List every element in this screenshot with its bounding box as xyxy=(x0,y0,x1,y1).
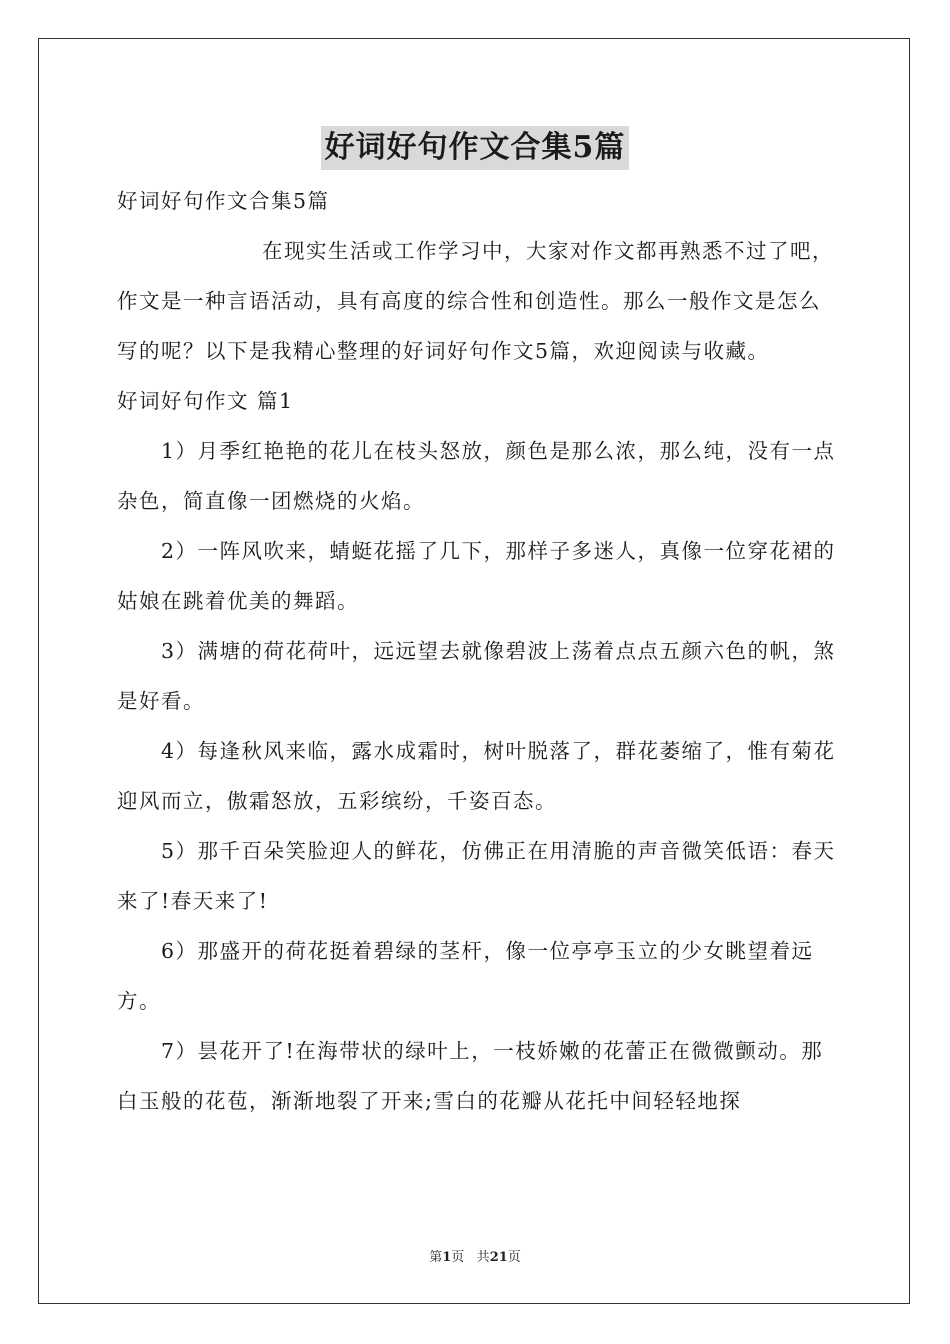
section-heading: 好词好句作文 篇1 xyxy=(117,389,294,413)
intro-paragraph: 在现实生活或工作学习中，大家对作文都再熟悉不过了吧，作文是一种言语活动，具有高度的综合性和创造性。那么一般作文是怎么写的呢？以下是我精心整理的好词好句作文5篇，欢迎阅读与收藏。 xyxy=(117,239,834,363)
list-item: 3）满塘的荷花荷叶，远远望去就像碧波上荡着点点五颜六色的帆，煞是好看。 xyxy=(117,639,836,713)
total-unit: 页 xyxy=(507,1250,521,1265)
list-item: 2）一阵风吹来，蜻蜓花摇了几下，那样子多迷人，真像一位穿花裙的姑娘在跳着优美的舞蹈。 xyxy=(117,539,836,613)
document-body xyxy=(117,176,842,1126)
total-prefix: 共 xyxy=(476,1250,490,1265)
list-item: 1）月季红艳艳的花儿在枝头怒放，颜色是那么浓，那么纯，没有一点杂色，简直像一团燃烧的火焰。 xyxy=(117,439,836,513)
document-title: 好词好句作文合集5篇 xyxy=(321,126,630,170)
list-item: 6）那盛开的荷花挺着碧绿的茎杆，像一位亭亭玉立的少女眺望着远方。 xyxy=(117,939,814,1013)
page-footer xyxy=(0,1246,950,1265)
document-subtitle: 好词好句作文合集5篇 xyxy=(117,189,330,213)
total-pages: 21 xyxy=(489,1250,508,1265)
page-number: 1 xyxy=(442,1250,452,1265)
page-unit: 页 xyxy=(451,1250,465,1265)
title-area xyxy=(0,126,950,170)
list-item: 4）每逢秋风来临，露水成霜时，树叶脱落了，群花萎缩了，惟有菊花迎风而立，傲霜怒放，五彩缤纷，千姿百态。 xyxy=(117,739,836,813)
list-item: 7）昙花开了!在海带状的绿叶上，一枝娇嫩的花蕾正在微微颤动。那白玉般的花苞，渐渐地裂了开来;雪白的花瓣从花托中间轻轻地探 xyxy=(117,1039,824,1113)
page-prefix: 第 xyxy=(429,1250,443,1265)
list-item: 5）那千百朵笑脸迎人的鲜花，仿佛正在用清脆的声音微笑低语：春天来了!春天来了! xyxy=(117,839,836,913)
